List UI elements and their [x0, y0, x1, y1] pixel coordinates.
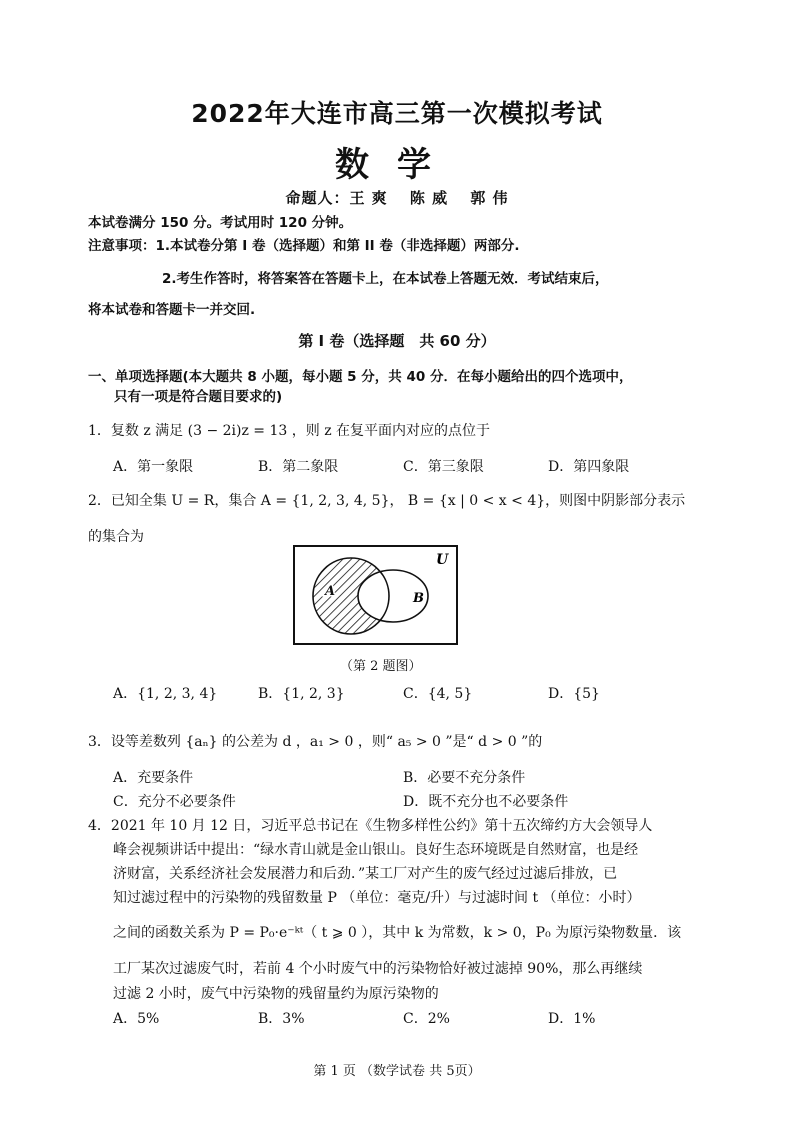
note-line-2: 注意事项：1.本试卷分第 I 卷（选择题）和第 II 卷（非选择题）两部分.: [88, 238, 520, 254]
question-4-line-5: 之间的函数关系为 P = P₀·e⁻ᵏᵗ（ t ⩾ 0 ），其中 k 为常数，k > 0，P₀ 为原污染物数量．该: [113, 925, 682, 941]
question-1-text: 1．复数 z 满足 (3 − 2i)z = 13 ，则 z 在复平面内对应的点位于: [88, 423, 491, 439]
figure-caption: （第 2 题图）: [340, 659, 422, 674]
page-footer: 第 1 页 （数学试卷 共 5页）: [313, 1064, 481, 1079]
q4-option-a: A．5%: [113, 1011, 160, 1027]
q3-option-c: C．充分不必要条件: [113, 794, 236, 810]
q2-option-a: A．{1, 2, 3, 4}: [113, 686, 218, 702]
q4-option-d: D．1%: [548, 1011, 596, 1027]
q2-option-d: D．{5}: [548, 686, 600, 702]
note-line-1: 本试卷满分 150 分。考试用时 120 分钟。: [88, 215, 353, 231]
q2-option-c: C．{4, 5}: [403, 686, 473, 702]
q1-option-a: A．第一象限: [113, 459, 194, 475]
label-b: B: [413, 591, 424, 606]
note-line-3: 2.考生作答时，将答案答在答题卡上，在本试卷上答题无效．考试结束后，: [162, 271, 609, 287]
authors-line: 命题人：王 爽 陈 威 郭 伟: [285, 189, 509, 207]
section-instruction-1: 一、单项选择题(本大题共 8 小题，每小题 5 分，共 40 分．在每小题给出的四个选项中，: [88, 369, 633, 385]
q4-option-c: C．2%: [403, 1011, 450, 1027]
section-instruction-2: 只有一项是符合题目要求的): [114, 389, 283, 405]
question-2-text-1: 2．已知全集 U = R，集合 A = {1, 2, 3, 4, 5}， B = {x | 0 < x < 4}，则图中阴影部分表示: [88, 493, 686, 509]
q1-option-b: B．第二象限: [258, 459, 339, 475]
note-line-4: 将本试卷和答题卡一并交回.: [88, 302, 256, 318]
shaded-region: [295, 547, 456, 643]
question-2-text-2: 的集合为: [88, 529, 144, 545]
question-4-line-7: 过滤 2 小时，废气中污染物的残留量约为原污染物的: [113, 986, 439, 1002]
section-title: 第 I 卷（选择题 共 60 分）: [298, 332, 496, 350]
subject-title: 数学: [335, 145, 459, 185]
q3-option-b: B．必要不充分条件: [403, 770, 526, 786]
q1-option-d: D．第四象限: [548, 459, 630, 475]
q1-option-c: C．第三象限: [403, 459, 484, 475]
label-a: A: [325, 584, 336, 599]
question-4-line-3: 济财富，关系经济社会发展潜力和后劲．”某工厂对产生的废气经过过滤后排放，已: [113, 866, 618, 882]
venn-diagram: [293, 545, 458, 645]
exam-title: 2022年大连市高三第一次模拟考试: [191, 99, 603, 128]
venn-svg: [295, 547, 456, 643]
question-3-text: 3．设等差数列 {aₙ} 的公差为 d ，a₁ > 0 ，则“ a₅ > 0 ”是“ d > 0 ”的: [88, 734, 543, 750]
q3-option-a: A．充要条件: [113, 770, 194, 786]
question-4-line-4: 知过滤过程中的污染物的残留数量 P （单位：毫克/升）与过滤时间 t （单位：小时）: [113, 890, 641, 906]
label-u: U: [436, 552, 449, 568]
q2-option-b: B．{1, 2, 3}: [258, 686, 345, 702]
q3-option-d: D．既不充分也不必要条件: [403, 794, 569, 810]
question-4-line-6: 工厂某次过滤废气时，若前 4 个小时废气中的污染物恰好被过滤掉 90%，那么再继续: [113, 961, 643, 977]
q4-option-b: B．3%: [258, 1011, 305, 1027]
question-4-line-1: 4．2021 年 10 月 12 日，习近平总书记在《生物多样性公约》第十五次缔约方大会领导人: [88, 818, 653, 834]
question-4-line-2: 峰会视频讲话中提出：“绿水青山就是金山银山。良好生态环境既是自然财富，也是经: [113, 842, 639, 858]
